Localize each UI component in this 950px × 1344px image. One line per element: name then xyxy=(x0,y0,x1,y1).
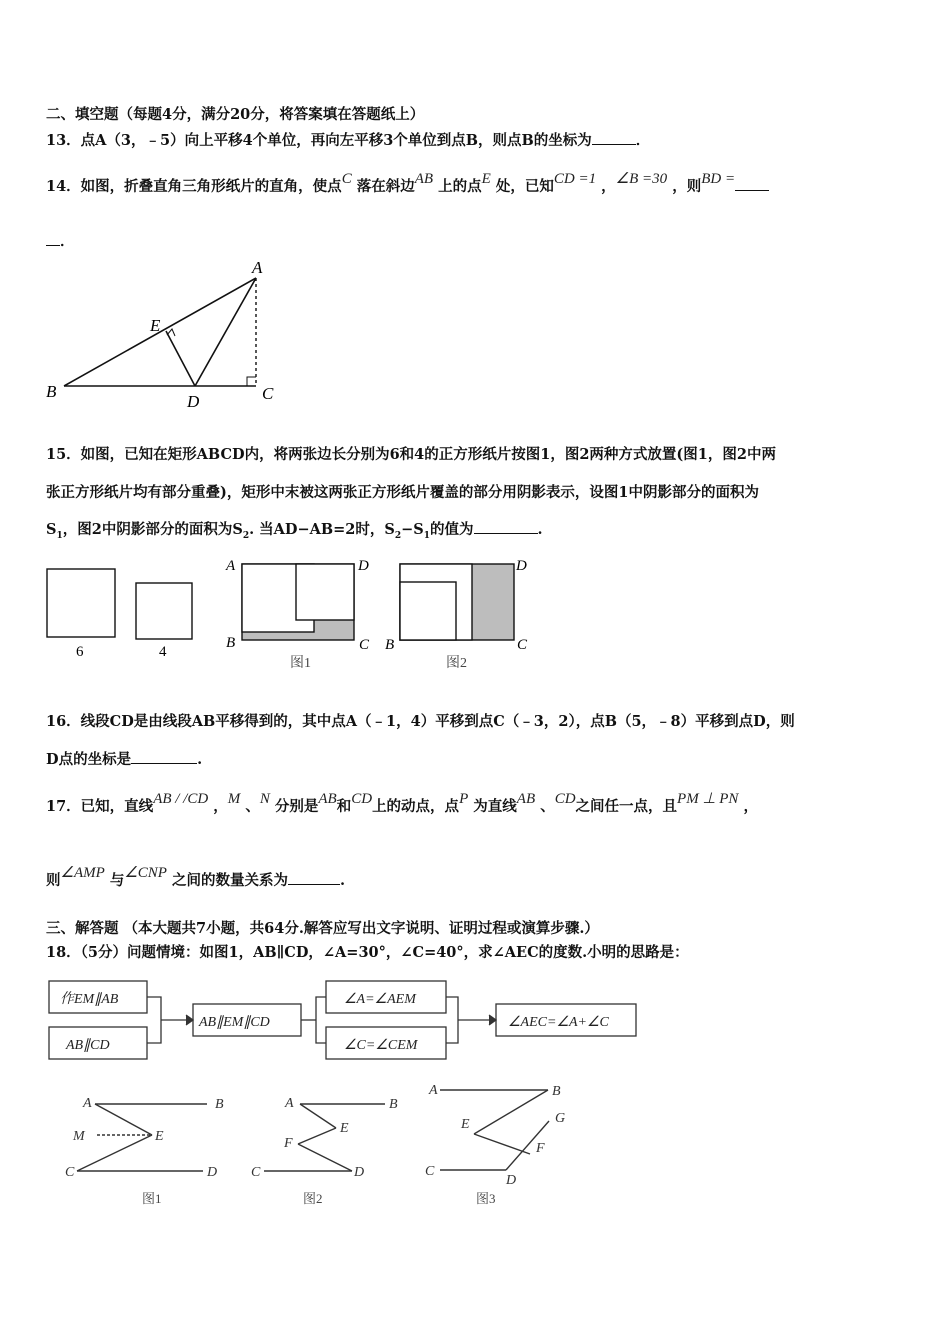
section-3-heading: 三、解答题 （本大题共7小题，共64分.解答应写出文字说明、证明过程或演算步骤.） xyxy=(46,920,599,937)
flow-box-2-text: AB∥CD xyxy=(66,1038,110,1053)
q17-math-3: N xyxy=(259,791,270,807)
fig3-caption: 图3 xyxy=(476,1191,496,1206)
label-c: C xyxy=(262,384,274,403)
fig2-c: C xyxy=(251,1165,261,1180)
label-b: B xyxy=(46,382,57,401)
fig1-e: E xyxy=(155,1129,164,1144)
q14-math-bd: BD = xyxy=(701,171,736,187)
q17-end: . xyxy=(340,872,346,889)
fig2-rectangle xyxy=(400,564,514,640)
q13-text: 13．点A（3，﹣5）向上平移4个单位，再向左平移3个单位到点B，则点B的坐标为 xyxy=(46,132,592,149)
fig3-e: E xyxy=(461,1117,470,1132)
q17-text-1: 17．已知，直线 xyxy=(46,798,154,815)
q16-end: . xyxy=(197,751,203,768)
q14-text-4: 处，已知 xyxy=(495,178,554,195)
fig2-f: F xyxy=(284,1136,293,1151)
fig1-b: B xyxy=(215,1097,224,1112)
q17-text-11: 则 xyxy=(46,872,61,889)
q17-text-8: 、 xyxy=(540,798,555,815)
fig1-c: C xyxy=(65,1165,75,1180)
fig2-label-d: D xyxy=(516,558,527,574)
q17-text-10: ， xyxy=(743,798,758,815)
q15-end: . xyxy=(537,521,543,538)
question-14 xyxy=(46,171,769,196)
label-4: 4 xyxy=(159,644,167,660)
fig2-d: D xyxy=(354,1165,365,1180)
fig1-a: A xyxy=(83,1096,92,1111)
q17-math-angle-cnp: ∠CNP xyxy=(124,865,167,881)
q15-text-c: ，图2中阴影部分的面积为S xyxy=(62,521,243,538)
fig2-a: A xyxy=(285,1096,294,1111)
fig1-caption: 图1 xyxy=(290,656,311,671)
q17-math-6: P xyxy=(459,791,469,807)
q14-answer-blank xyxy=(735,176,769,191)
flow-box-1-text: 作EM∥AB xyxy=(60,992,119,1007)
fig1-label-d: D xyxy=(358,558,369,574)
fig3-d: D xyxy=(506,1173,517,1188)
q14-text-5: ， xyxy=(601,178,616,195)
q15-line-2: 张正方形纸片均有部分重叠)，矩形中末被这两张正方形纸片覆盖的部分用阴影表示，设图1中阴影部分的面积为 xyxy=(46,484,759,501)
question-18: 18．（5分）问题情境：如图1，AB∥CD，∠A=30°，∠C=40°，求∠AEC的度数.小明的思路是： xyxy=(46,944,689,961)
fig1-label-c: C xyxy=(359,637,370,653)
label-e: E xyxy=(150,316,161,335)
q17-math-7: AB xyxy=(516,791,536,807)
q17-text-2: ， xyxy=(213,798,228,815)
label-a: A xyxy=(252,258,263,277)
q14-cont-end: ． xyxy=(60,233,75,250)
flow-box-6-text: ∠AEC=∠A+∠C xyxy=(508,1015,609,1030)
q17-math-1: AB / /CD xyxy=(153,791,209,807)
fig1-label-a: A xyxy=(226,558,236,574)
q15-sub-2: 2 xyxy=(242,530,250,541)
fig2-caption: 图2 xyxy=(446,656,467,671)
section-2-heading: 二、填空题（每题4分，满分20分，将答案填在答题纸上） xyxy=(46,106,425,123)
q13-end: ． xyxy=(635,132,651,149)
fig3-a: A xyxy=(429,1083,438,1098)
q14-text-6: ，则 xyxy=(672,178,702,195)
q15-text-i: 的值为 xyxy=(430,521,474,538)
fig1-rectangle xyxy=(242,564,354,640)
q17-math-angle-amp: ∠AMP xyxy=(60,865,105,881)
q17-line-1 xyxy=(46,791,758,816)
q14-answer-blank-2 xyxy=(46,231,60,246)
question-13 xyxy=(46,129,650,150)
q17-text-13: 之间的数量关系为 xyxy=(172,872,289,889)
fig3-f: F xyxy=(536,1141,545,1156)
right-angle-mark xyxy=(247,377,256,386)
q17-text-12: 与 xyxy=(109,872,125,889)
q14-text-1: 14．如图，折叠直角三角形纸片的直角，使点 xyxy=(46,178,342,195)
fig1-label-b: B xyxy=(226,635,236,651)
fig2-label-c: C xyxy=(517,637,528,653)
q16-line-2 xyxy=(46,748,202,769)
label-d: D xyxy=(187,392,200,410)
fig1-d: D xyxy=(207,1165,218,1180)
fig2-label-b: B xyxy=(385,637,395,653)
line-ad xyxy=(195,278,256,386)
q14-math-angle-b: ∠B =30 xyxy=(615,171,668,187)
q17-line-2 xyxy=(46,865,346,890)
q17-text-6: 上的动点，点 xyxy=(372,798,460,815)
q14-math-e: E xyxy=(481,171,491,187)
q14-text-2: 落在斜边 xyxy=(356,178,415,195)
q14-math-ab: AB xyxy=(414,171,434,187)
q17-text-7: 为直线 xyxy=(473,798,517,815)
q15-rectangles-figure xyxy=(40,552,540,677)
q17-text-3: 、 xyxy=(245,798,260,815)
q15-sub-4: 1 xyxy=(423,530,431,541)
q14-math-cd: CD =1 xyxy=(553,171,597,187)
fig3-c: C xyxy=(425,1164,435,1179)
q15-line-3 xyxy=(46,518,543,541)
square-4 xyxy=(136,583,192,639)
flow-box-3-text: AB∥EM∥CD xyxy=(199,1015,270,1030)
line-ed xyxy=(166,331,195,386)
q18-figures xyxy=(55,1078,595,1213)
flow-box-5-text: ∠C=∠CEM xyxy=(344,1038,418,1053)
q17-text-4: 分别是 xyxy=(274,798,319,815)
fig3-b: B xyxy=(552,1084,561,1099)
q17-math-8: CD xyxy=(554,791,576,807)
q15-text-e: . 当AD−AB=2时，S xyxy=(249,521,395,538)
q15-line-1: 15．如图，已知在矩形ABCD内，将两张边长分别为6和4的正方形纸片按图1，图2两种方式放置(图1，图2中两 xyxy=(46,446,776,463)
q16-text: D点的坐标是 xyxy=(46,751,132,768)
q18-flowchart xyxy=(46,975,646,1070)
q17-math-5: CD xyxy=(351,791,373,807)
q17-answer-blank xyxy=(288,870,340,885)
fig2-e: E xyxy=(340,1121,349,1136)
q14-triangle-figure xyxy=(42,255,282,410)
q17-math-4: AB xyxy=(318,791,337,807)
q14-continuation xyxy=(46,230,75,251)
flow-box-4-text: ∠A=∠AEM xyxy=(344,992,416,1007)
fig2-b: B xyxy=(389,1097,398,1112)
q17-text-9: 之间任一点，且 xyxy=(575,798,678,815)
q15-s: S xyxy=(46,521,57,538)
q17-math-9: PM ⊥ PN xyxy=(677,791,739,807)
fig3-g: G xyxy=(555,1111,566,1126)
q14-math-c: C xyxy=(341,171,352,187)
q15-sub-3: 2 xyxy=(394,530,402,541)
q17-text-5: 和 xyxy=(336,798,352,815)
fig2-caption: 图2 xyxy=(303,1191,323,1206)
q16-answer-blank xyxy=(131,749,197,764)
q15-answer-blank xyxy=(474,519,538,534)
q14-text-3: 上的点 xyxy=(438,178,482,195)
square-6 xyxy=(47,569,115,637)
q13-answer-blank xyxy=(592,130,636,145)
label-6: 6 xyxy=(76,644,84,660)
q17-math-2: M xyxy=(227,791,241,807)
fig1-m: M xyxy=(73,1129,85,1144)
q15-sub-1: 1 xyxy=(56,530,63,541)
q15-text-g: −S xyxy=(401,521,424,538)
q16-line-1: 16．线段CD是由线段AB平移得到的，其中点A（﹣1，4）平移到点C（﹣3，2），点B（5，﹣8）平移到点D，则 xyxy=(46,713,795,730)
fig1-caption: 图1 xyxy=(142,1191,162,1206)
